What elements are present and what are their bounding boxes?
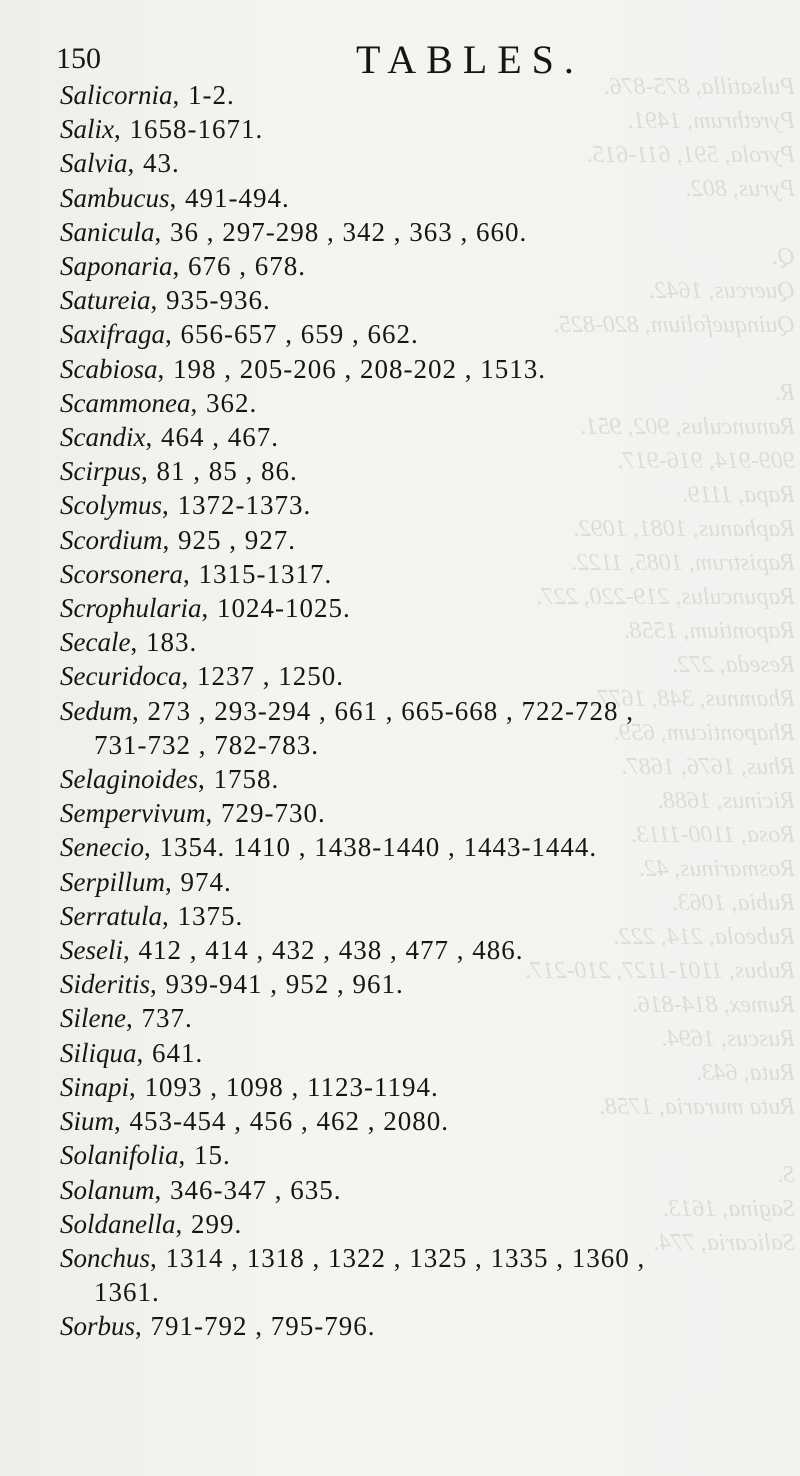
index-entry (60, 78, 790, 112)
entry-refs: , 362. (190, 387, 258, 418)
entry-term: Serpillum (60, 866, 165, 897)
index-entry (60, 1138, 790, 1172)
page-number: 150 (56, 42, 101, 75)
entry-term: Satureia (60, 285, 151, 316)
index-entry (60, 659, 790, 693)
entry-continuation: 1361. (94, 1277, 160, 1308)
index-entry (60, 420, 790, 454)
entry-refs: , 81 , 85 , 86. (141, 456, 298, 487)
index-entry (60, 454, 790, 488)
index-entry (60, 283, 790, 317)
entry-continuation: 731-732 , 782-783. (94, 729, 319, 760)
entry-refs: , 43. (127, 148, 180, 179)
entry-term: Scammonea (60, 387, 191, 418)
entry-term: Seseli (60, 935, 123, 966)
entry-term: Secale (60, 627, 131, 658)
index-entry (60, 694, 790, 728)
entry-term: Sanicula (60, 216, 155, 247)
index-entry (60, 1036, 790, 1070)
entry-term: Scandix (60, 422, 146, 453)
entry-refs: , 641. (136, 1037, 204, 1068)
entry-term: Sium (60, 1106, 114, 1137)
entry-term: Solanum (60, 1174, 155, 1205)
entry-refs: , 939-941 , 952 , 961. (150, 969, 404, 1000)
entry-refs: , 737. (125, 1003, 193, 1034)
index-entry (60, 899, 790, 933)
index-entries (60, 78, 790, 1344)
entry-refs: , 656-657 , 659 , 662. (165, 319, 419, 350)
entry-term: Sedum (60, 695, 132, 726)
entry-term: Scirpus (60, 456, 141, 487)
index-entry (60, 215, 790, 249)
entry-refs: , 464 , 467. (145, 422, 279, 453)
entry-term: Serratula (60, 900, 163, 931)
entry-term: Sambucus (60, 182, 170, 213)
index-entry (60, 967, 790, 1001)
entry-refs: , 491-494. (169, 182, 290, 213)
entry-term: Soldanella (60, 1208, 176, 1239)
index-entry (60, 1207, 790, 1241)
entry-refs: , 412 , 414 , 432 , 438 , 477 , 486. (122, 935, 524, 966)
entry-term: Scordium (60, 524, 163, 555)
entry-refs: , 36 , 297-298 , 342 , 363 , 660. (154, 216, 528, 247)
entry-refs: , 1354. 1410 , 1438-1440 , 1443-1444. (143, 832, 598, 863)
entry-term: Securidoca (60, 661, 182, 692)
entry-term: Saponaria (60, 251, 173, 282)
entry-term: Siliqua (60, 1037, 137, 1068)
index-entry (60, 1309, 790, 1343)
entry-term: Silene (60, 1003, 126, 1034)
index-entry (60, 1104, 790, 1138)
entry-refs: , 1093 , 1098 , 1123-1194. (129, 1071, 439, 1102)
entry-term: Sorbus (60, 1311, 136, 1342)
index-entry (60, 1173, 790, 1207)
index-entry (60, 317, 790, 351)
entry-term: Sempervivum (60, 798, 206, 829)
index-entry (60, 557, 790, 591)
entry-refs: , 1375. (162, 900, 244, 931)
entry-term: Sonchus (60, 1242, 150, 1273)
entry-refs: , 1-2. (172, 80, 235, 110)
entry-term: Scolymus (60, 490, 162, 521)
index-entry (60, 146, 790, 180)
entry-refs: , 453-454 , 456 , 462 , 2080. (114, 1106, 449, 1137)
index-entry (60, 1070, 790, 1104)
running-title: TABLES. (356, 37, 584, 82)
entry-term: Sinapi (60, 1071, 130, 1102)
index-entry (60, 112, 790, 146)
entry-term: Solanifolia (60, 1140, 179, 1171)
index-entry (60, 249, 790, 283)
index-entry (60, 352, 790, 386)
index-entry (60, 591, 790, 625)
index-entry (60, 762, 790, 796)
entry-refs: , 676 , 678. (172, 251, 307, 282)
entry-refs: , 183. (130, 627, 198, 658)
entry-refs: , 974. (165, 866, 232, 897)
entry-refs: , 299. (175, 1208, 243, 1239)
entry-refs: , 1237 , 1250. (181, 661, 344, 692)
index-entry (60, 523, 790, 557)
entry-refs: , 346-347 , 635. (154, 1174, 342, 1205)
entry-refs: , 15. (178, 1140, 231, 1171)
index-entry (60, 1001, 790, 1035)
entry-term: Senecio (60, 832, 144, 863)
entry-term: Sideritis (60, 969, 151, 1000)
index-entry (60, 1241, 790, 1275)
index-entry (60, 488, 790, 522)
entry-term: Salicornia (60, 80, 173, 110)
index-entry (60, 865, 790, 899)
entry-refs: , 925 , 927. (162, 524, 296, 555)
entry-refs: , 198 , 205-206 , 208-202 , 1513. (157, 353, 546, 384)
entry-refs: , 1314 , 1318 , 1322 , 1325 , 1335 , 1360 , (150, 1242, 646, 1273)
index-entry (60, 796, 790, 830)
entry-refs: , 1658-1671. (114, 114, 264, 145)
entry-refs: , 935-936. (150, 285, 271, 316)
entry-term: Scabiosa (60, 353, 158, 384)
entry-term: Scorsonera (60, 558, 183, 589)
index-entry (60, 625, 790, 659)
entry-term: Salix (60, 114, 114, 145)
index-entry (60, 386, 790, 420)
entry-term: Selaginoides (60, 764, 198, 795)
entry-term: Saxifraga (60, 319, 165, 350)
entry-refs: , 791-792 , 795-796. (135, 1311, 376, 1342)
entry-term: Scrophularia (60, 593, 202, 624)
entry-refs: , 729-730. (205, 798, 326, 829)
entry-refs: , 273 , 293-294 , 661 , 665-668 , 722-728 , (131, 695, 634, 726)
index-entry (60, 181, 790, 215)
entry-term: Salvia (60, 148, 128, 179)
index-entry (60, 933, 790, 967)
bleed-through-texture: Pulsatilla, 875-876. Pyrethrum, 1491. Pyrola, 591, 611-615. Pyrus, 802. Q. Quercus, 1642. Quinquefolium, 820-825. R. Ranunculus, 902, 951. 909-914, 916-917. Rapa, 1119. Raphanus, 1081, 1092. Rapistrum, 1085, 1122. Rapunculus, 219-220, 227. Rapontium, 1558. Reseda, 272. Rhamnus, 348, 1677. Rhaponticum, 659. Rhus, 1676, 1687. Ricinus, 1688. Rosa, 1100-1113. Rosmarinus, 42. Rubia, 1063. Rubeola, 214, 222. Rubus, 1101-1127, 210-217. Rumex, 814-816. Ruscus, 1694. Ruta, 643. Ruta muraria, 1758. S. Sagina, 1613. Salicaria, 774. (524, 74, 795, 1256)
entry-refs: , 1024-1025. (201, 593, 351, 624)
entry-refs: , 1372-1373. (161, 490, 312, 521)
entry-refs: , 1758. (197, 764, 280, 795)
entry-refs: , 1315-1317. (183, 558, 333, 589)
index-entry (60, 830, 790, 864)
